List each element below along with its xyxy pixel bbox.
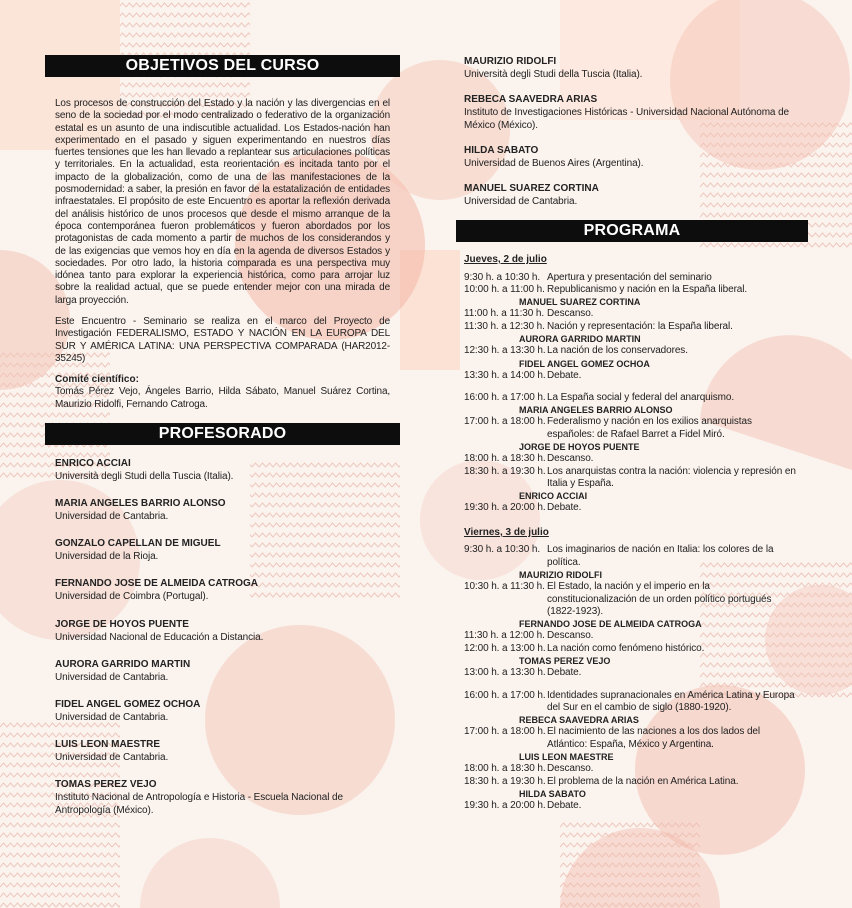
schedule-description: Descanso.: [547, 453, 594, 465]
schedule-entry: [464, 370, 800, 382]
schedule-time: 11:00 h. a 11:30 h.: [464, 308, 545, 320]
schedule-description: La España social y federal del anarquismo.: [547, 391, 735, 403]
professor-entry: [55, 497, 390, 523]
professor-name: GONZALO CAPELLAN DE MIGUEL: [55, 538, 221, 550]
schedule-entry: [464, 667, 800, 679]
schedule-time: 9:30 h. a 10:30 h.: [464, 271, 541, 283]
schedule-speaker: MARIA ANGELES BARRIO ALONSO: [519, 405, 673, 416]
right-column: [456, 55, 808, 812]
professor-name: JORGE DE HOYOS PUENTE: [55, 618, 189, 630]
programa-header: PROGRAMA: [456, 220, 808, 242]
professor-name: LUIS LEON MAESTRE: [55, 739, 161, 751]
schedule-description: El nacimiento de las naciones a los dos lados del Atlántico: España, México y Argentina.: [547, 726, 761, 750]
professor-entry: [55, 457, 390, 483]
professor-entry: [464, 182, 800, 208]
professor-name: AURORA GARRIDO MARTIN: [55, 658, 191, 670]
professor-affiliation: Universidad de la Rioja.: [55, 551, 159, 563]
schedule-time: 16:00 h. a 17:00 h.: [464, 391, 546, 403]
schedule-time: 18:00 h. a 18:30 h.: [464, 453, 546, 465]
schedule-entry: [464, 544, 800, 569]
schedule-speaker: FIDEL ANGEL GOMEZ OCHOA: [519, 358, 650, 369]
day-label: Viernes, 3 de julio: [464, 526, 549, 538]
schedule-speaker: MANUEL SUAREZ CORTINA: [519, 297, 641, 308]
professor-name: MANUEL SUAREZ CORTINA: [464, 183, 599, 194]
schedule-speaker: REBECA SAAVEDRA ARIAS: [519, 715, 639, 726]
professor-affiliation: Universidad de Coimbra (Portugal).: [55, 591, 209, 603]
schedule-entry: [464, 643, 800, 655]
schedule-entry: [464, 800, 800, 812]
schedule-description: La nación como fenómeno histórico.: [547, 642, 705, 654]
professor-affiliation: Instituto de Investigaciones Históricas - Universidad Nacional Autónoma de México (México).: [464, 107, 789, 131]
schedule-speaker: FERNANDO JOSE DE ALMEIDA CATROGA: [519, 619, 702, 630]
schedule-description: Debate.: [547, 502, 582, 514]
professor-name: MAURIZIO RIDOLFI: [464, 56, 557, 67]
professor-name: REBECA SAAVEDRA ARIAS: [464, 94, 598, 105]
professor-affiliation: Universidad de Cantabria.: [55, 511, 169, 523]
schedule-speaker: ENRICO ACCIAI: [519, 491, 588, 502]
schedule-description: Apertura y presentación del seminario: [547, 271, 712, 283]
professor-entry: [55, 618, 390, 644]
professor-name: FIDEL ANGEL GOMEZ OCHOA: [55, 698, 201, 710]
schedule-time: 12:30 h. a 13:30 h.: [464, 345, 546, 357]
professor-name: HILDA SABATO: [464, 145, 539, 156]
schedule-description: El problema de la nación en América Latina.: [547, 775, 739, 787]
schedule-entry: [464, 630, 800, 642]
schedule-entry: [464, 345, 800, 357]
schedule-time: 17:00 h. a 18:00 h.: [464, 726, 546, 738]
objetivos-section: [45, 98, 400, 411]
schedule-description: Debate.: [547, 799, 582, 811]
schedule-entry: [464, 763, 800, 775]
schedule-time: 9:30 h. a 10:30 h.: [464, 544, 541, 556]
professor-affiliation: Universidad de Cantabria.: [464, 196, 578, 207]
professor-entry: [55, 778, 390, 817]
schedule-time: 13:30 h. a 14:00 h.: [464, 369, 546, 381]
professor-affiliation: Universidad de Buenos Aires (Argentina).: [464, 158, 644, 169]
schedule-description: Descanso.: [547, 308, 594, 320]
professor-entry: [464, 144, 800, 170]
programa-section: [456, 254, 808, 812]
schedule-description: Descanso.: [547, 630, 594, 642]
schedule-description: Federalismo y nación en los exilios anarquistas españoles: de Rafael Barret a Fidel Miró.: [547, 416, 752, 440]
professor-entry: [464, 93, 800, 132]
comite-label: Comité científico:: [55, 374, 139, 386]
schedule-entry: [464, 690, 800, 715]
schedule-time: 12:00 h. a 13:00 h.: [464, 642, 546, 654]
schedule-speaker: AURORA GARRIDO MARTIN: [519, 334, 641, 345]
schedule-entry: [464, 502, 800, 514]
schedule-speaker: MAURIZIO RIDOLFI: [519, 570, 602, 581]
schedule-entry: [464, 308, 800, 320]
schedule-description: Debate.: [547, 369, 582, 381]
professor-entry: [55, 537, 390, 563]
schedule-description: Nación y representación: la España liberal.: [547, 320, 733, 332]
professor-name: FERNANDO JOSE DE ALMEIDA CATROGA: [55, 578, 258, 590]
schedule-description: El Estado, la nación y el imperio en la constitucionalización de un orden político portugués (1822-1923).: [547, 581, 772, 617]
schedule-time: 13:00 h. a 13:30 h.: [464, 667, 546, 679]
professor-entry: [464, 55, 800, 81]
professor-entry: [55, 738, 390, 764]
schedule-entry: [464, 392, 800, 404]
comite-text: Tomás Pérez Vejo, Ángeles Barrio, Hilda Sábato, Manuel Suárez Cortina, Maurizio Ridolfi, Fernando Catroga.: [55, 386, 390, 410]
day-label: Jueves, 2 de julio: [464, 254, 547, 265]
schedule-day-1: [464, 272, 800, 515]
schedule-time: 19:30 h. a 20:00 h.: [464, 799, 546, 811]
profesorado-list: [45, 457, 400, 818]
objetivos-paragraph: Los procesos de construcción del Estado y la nación y las divergencias en el seno de la sociedad por el modo centralizado o federativo de la organización estatal es un asunto de una indiscutible actualidad. Los Estados-nación han experimentado en el pasado y siguen experimentando en nuestros días fuertes tensiones que les han llevado a replantear sus articulaciones políticas y territoriales. En la actualidad, esta reorientación es incitada tanto por el impacto de la globalización, como de una de las manifestaciones de la posmodernidad: a saber, la presión en favor de la estatalización de entidades infraestatales. El propósito de este Encuentro es aportar la reflexión derivada del análisis histórico de unos procesos que desde el mismo arranque de la época contemporánea fueron problemáticos y fueron abordados por los protagonistas de cada momento a partir de muchos de los considerandos y de las exigencias que vemos hoy en día en la agenda de diversos Estados y sociedades. Por otro lado, la historia comparada es una perspectiva muy idónea tanto para explorar la experiencia histórica, como para arrojar luz sobre la realidad actual, que se puede entender mejor con una mirada de larga proyección.: [55, 98, 390, 306]
schedule-entry: [464, 726, 800, 751]
professor-entry: [55, 698, 390, 724]
schedule-speaker: LUIS LEON MAESTRE: [519, 752, 614, 763]
professor-affiliation: Instituto Nacional de Antropología e Historia - Escuela Nacional de Antropología (México).: [55, 792, 343, 817]
schedule-description: Descanso.: [547, 763, 594, 775]
schedule-time: 18:00 h. a 18:30 h.: [464, 763, 546, 775]
profesorado-list-continued: [456, 55, 808, 208]
professor-affiliation: Universidad de Cantabria.: [55, 671, 169, 683]
professor-name: ENRICO ACCIAI: [55, 457, 131, 469]
schedule-description: Republicanismo y nación en la España liberal.: [547, 283, 748, 295]
schedule-entry: [464, 284, 800, 296]
profesorado-header: PROFESORADO: [45, 423, 400, 445]
professor-entry: [55, 577, 390, 603]
schedule-entry: [464, 272, 800, 284]
objetivos-header: OBJETIVOS DEL CURSO: [45, 55, 400, 77]
schedule-entry: [464, 776, 800, 788]
schedule-description: La nación de los conservadores.: [547, 345, 688, 357]
schedule-entry: [464, 321, 800, 333]
professor-name: TOMAS PEREZ VEJO: [55, 779, 157, 791]
schedule-time: 19:30 h. a 20:00 h.: [464, 502, 546, 514]
left-column: [45, 55, 400, 832]
schedule-entry: [464, 416, 800, 441]
schedule-speaker: JORGE DE HOYOS PUENTE: [519, 442, 640, 453]
schedule-description: Los anarquistas contra la nación: violencia y represión en Italia y España.: [547, 465, 796, 489]
schedule-speaker: HILDA SABATO: [519, 788, 586, 799]
schedule-entry: [464, 581, 800, 618]
schedule-description: Identidades supranacionales en América Latina y Europa del Sur en el cambio de siglo (1880-1920).: [547, 689, 795, 713]
professor-affiliation: Universidad de Cantabria.: [55, 711, 169, 723]
schedule-description: Debate.: [547, 667, 582, 679]
schedule-time: 17:00 h. a 18:00 h.: [464, 416, 546, 428]
professor-affiliation: Universidad de Cantabria.: [55, 752, 169, 764]
proyecto-paragraph: Este Encuentro - Seminario se realiza en el marco del Proyecto de Investigación FEDERALISMO, ESTADO Y NACIÓN EN LA EUROPA DEL SUR Y AMÉRICA LATINA: UNA PERSPECTIVA COMPARADA (HAR2012-35245): [55, 316, 390, 364]
schedule-entry: [464, 453, 800, 465]
professor-affiliation: Università degli Studi della Tuscia (Italia).: [464, 69, 643, 80]
professor-affiliation: Università degli Studi della Tuscia (Italia).: [55, 470, 234, 482]
schedule-entry: [464, 466, 800, 491]
schedule-time: 18:30 h. a 19:30 h.: [464, 465, 546, 477]
schedule-speaker: TOMAS PEREZ VEJO: [519, 656, 611, 667]
schedule-time: 10:00 h. a 11:00 h.: [464, 283, 545, 295]
schedule-description: Los imaginarios de nación en Italia: los colores de la política.: [547, 544, 774, 568]
schedule-time: 10:30 h. a 11:30 h.: [464, 581, 545, 593]
professor-name: MARIA ANGELES BARRIO ALONSO: [55, 498, 226, 510]
schedule-day-2: [464, 544, 800, 812]
professor-affiliation: Universidad Nacional de Educación a Distancia.: [55, 631, 264, 643]
schedule-time: 18:30 h. a 19:30 h.: [464, 775, 546, 787]
professor-entry: [55, 658, 390, 684]
schedule-time: 11:30 h. a 12:00 h.: [464, 630, 545, 642]
schedule-time: 16:00 h. a 17:00 h.: [464, 689, 546, 701]
schedule-time: 11:30 h. a 12:30 h.: [464, 320, 545, 332]
